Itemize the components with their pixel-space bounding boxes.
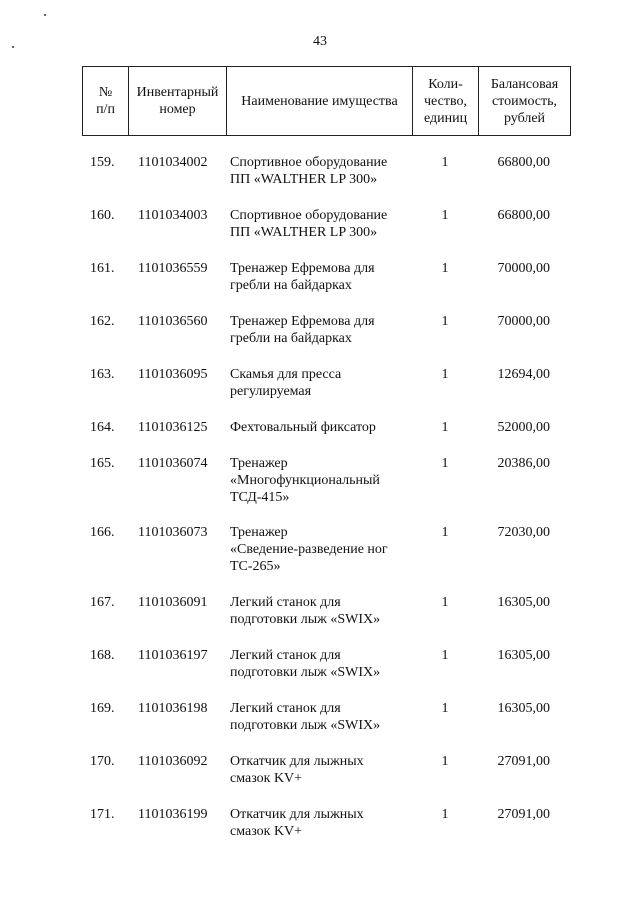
page-number: 43 <box>313 34 327 49</box>
item-name-line: Спортивное оборудование <box>230 155 388 170</box>
item-name <box>226 154 412 207</box>
inventory-number: 1101034002 <box>138 155 208 170</box>
item-name <box>226 207 412 260</box>
header-line: Балансовая <box>490 76 559 92</box>
item-name-line: регулируемая <box>230 384 312 399</box>
inventory-number: 1101034003 <box>138 208 208 223</box>
table-row <box>82 647 570 700</box>
header-line: стоимость, <box>491 93 558 109</box>
balance-cost: 70000,00 <box>497 314 550 329</box>
quantity: 1 <box>441 314 449 329</box>
table-row <box>82 154 570 207</box>
item-name <box>226 419 412 455</box>
inventory-number: 1101036074 <box>138 456 208 471</box>
quantity: 1 <box>441 456 449 471</box>
item-name-line: Тренажер Ефремова для <box>230 314 375 329</box>
item-name <box>226 366 412 419</box>
item-name-line: Скамья для пресса <box>230 367 342 382</box>
item-name-line: «Многофункциональный <box>230 473 380 488</box>
item-name-line: Откатчик для лыжных <box>230 807 364 822</box>
balance-cost: 20386,00 <box>497 456 550 471</box>
quantity: 1 <box>441 754 449 769</box>
inventory-number: 1101036560 <box>138 314 208 329</box>
table-row <box>82 594 570 647</box>
inventory-number: 1101036091 <box>138 595 208 610</box>
item-name <box>226 455 412 524</box>
item-name-line: ТС-265» <box>230 559 281 574</box>
table-body <box>82 154 570 846</box>
scan-speck <box>44 14 46 16</box>
balance-cost: 66800,00 <box>497 208 550 223</box>
balance-cost: 72030,00 <box>497 525 550 540</box>
table-row <box>82 366 570 419</box>
inventory-number: 1101036197 <box>138 648 208 663</box>
header-line: Коли- <box>428 76 463 92</box>
table-row <box>82 455 570 524</box>
row-number: 166. <box>90 525 115 540</box>
row-number: 163. <box>90 367 115 382</box>
item-name-line: ТСД-415» <box>230 490 290 505</box>
item-name-line: Легкий станок для <box>230 595 341 610</box>
item-name-line: Тренажер <box>230 525 288 540</box>
item-name-line: подготовки лыж «SWIX» <box>230 718 381 733</box>
item-name <box>226 647 412 700</box>
table-row <box>82 700 570 753</box>
inventory-number: 1101036073 <box>138 525 208 540</box>
table-row <box>82 260 570 313</box>
item-name-line: Откатчик для лыжных <box>230 754 364 769</box>
quantity: 1 <box>441 261 449 276</box>
item-name-line: гребли на байдарках <box>230 331 352 346</box>
item-name-line: Тренажер <box>230 456 288 471</box>
item-name <box>226 260 412 313</box>
inventory-number: 1101036125 <box>138 420 208 435</box>
row-number: 161. <box>90 261 115 276</box>
item-name-line: подготовки лыж «SWIX» <box>230 612 381 627</box>
item-name-line: смазок KV+ <box>230 824 303 839</box>
item-name-line: Тренажер Ефремова для <box>230 261 375 276</box>
item-name <box>226 700 412 753</box>
balance-cost: 66800,00 <box>497 155 550 170</box>
row-number: 168. <box>90 648 115 663</box>
item-name-line: «Сведение-разведение ног <box>230 542 388 557</box>
table-row <box>82 806 570 846</box>
header-line: единиц <box>423 110 468 126</box>
item-name <box>226 753 412 806</box>
header-line: номер <box>159 102 196 117</box>
table-header <box>82 66 571 136</box>
table-row <box>82 207 570 260</box>
balance-cost: 70000,00 <box>497 261 550 276</box>
header-line: п/п <box>96 102 115 117</box>
row-number: 160. <box>90 208 115 223</box>
row-number: 165. <box>90 456 115 471</box>
header-line: № <box>98 85 113 100</box>
row-number: 167. <box>90 595 115 610</box>
row-number: 171. <box>90 807 115 822</box>
header-quantity <box>413 67 479 136</box>
quantity: 1 <box>441 155 449 170</box>
quantity: 1 <box>441 807 449 822</box>
balance-cost: 27091,00 <box>497 807 550 822</box>
inventory-number: 1101036198 <box>138 701 208 716</box>
item-name-line: Фехтовальный фиксатор <box>230 420 376 435</box>
header-line: Инвентарный <box>136 85 219 100</box>
quantity: 1 <box>441 525 449 540</box>
balance-cost: 16305,00 <box>497 648 550 663</box>
row-number: 164. <box>90 420 115 435</box>
table-row <box>82 419 570 455</box>
balance-cost: 16305,00 <box>497 595 550 610</box>
quantity: 1 <box>441 648 449 663</box>
inventory-number: 1101036095 <box>138 367 208 382</box>
item-name-line: подготовки лыж «SWIX» <box>230 665 381 680</box>
row-number: 162. <box>90 314 115 329</box>
header-cost <box>479 67 571 136</box>
quantity: 1 <box>441 701 449 716</box>
item-name <box>226 594 412 647</box>
row-number: 170. <box>90 754 115 769</box>
balance-cost: 12694,00 <box>497 367 550 382</box>
item-name-line: ПП «WALTHER LP 300» <box>230 225 378 240</box>
table-row <box>82 753 570 806</box>
item-name-line: Легкий станок для <box>230 701 341 716</box>
item-name <box>226 524 412 594</box>
item-name-line: Легкий станок для <box>230 648 341 663</box>
quantity: 1 <box>441 367 449 382</box>
quantity: 1 <box>441 420 449 435</box>
inventory-number: 1101036559 <box>138 261 208 276</box>
balance-cost: 16305,00 <box>497 701 550 716</box>
inventory-number: 1101036092 <box>138 754 208 769</box>
header-inventory <box>129 67 227 136</box>
balance-cost: 52000,00 <box>497 420 550 435</box>
table-row <box>82 313 570 366</box>
header-line: рублей <box>503 110 546 126</box>
item-name-line: Спортивное оборудование <box>230 208 388 223</box>
header-line: чество, <box>424 93 467 109</box>
header-line: Наименование имущества <box>241 93 398 109</box>
header-name <box>227 67 413 136</box>
quantity: 1 <box>441 595 449 610</box>
item-name <box>226 313 412 366</box>
header-num <box>83 67 129 136</box>
item-name-line: гребли на байдарках <box>230 278 352 293</box>
row-number: 169. <box>90 701 115 716</box>
item-name <box>226 806 412 846</box>
table-row <box>82 524 570 594</box>
row-number: 159. <box>90 155 115 170</box>
balance-cost: 27091,00 <box>497 754 550 769</box>
item-name-line: смазок KV+ <box>230 771 303 786</box>
inventory-number: 1101036199 <box>138 807 208 822</box>
quantity: 1 <box>441 208 449 223</box>
item-name-line: ПП «WALTHER LP 300» <box>230 172 378 187</box>
